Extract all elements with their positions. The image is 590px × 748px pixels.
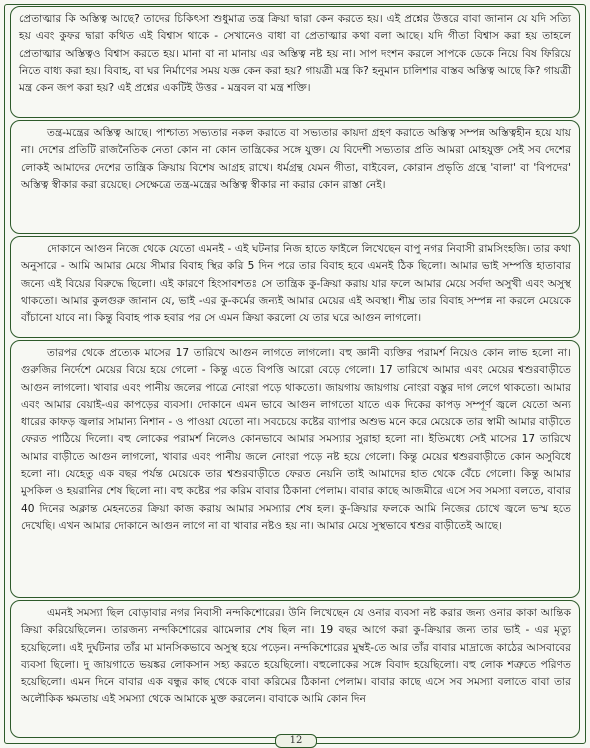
paragraph-shop-fire: দোকানে আগুন নিজে থেকে যেতো এমনই - এই ঘটনার নিজ হাতে ফাইলে লিখেছেন বাপু নগর নিবাসী রামসিংহজি। তার কথা অনুসারে - আমি আমার মেয়ে সীমার বিবাহ স্থির করি 5 দিন পরে তার বিবাহ হবে এমনই ঠিক ছিলো। আমার ভাই সম্পত্তি হাতাবার জন্যে এই বিয়ের বিরুদ্ধে ছিলো। এই কারণে হিংসাবশতঃ সে তান্ত্রিক কু-ক্রিয়া করায় যার ফলে আমার মেয়ে সর্বদা অসুখী এবং অসুস্থ থাকতো। আমার কুলগুরু জানান যে, ভাই -এর কু-কর্মের জন্যই আমার মেয়ের এই অবস্থা। শীঘ্র তার বিবাহ সম্পন্ন না করলে মেয়েকে বাঁচানো যাবে না। কিন্তু বিবাহ পাক হবার পর সে এমন ক্রিয়া করলো যে তার ঘরে আগুন লাগলো। bbox=[21, 243, 571, 325]
paragraph-nandakishore: এমনই সমস্যা ছিল বোড়াবার নগর নিবাসী নন্দকিশোরের। উনি লিখেছেন যে ওনার ব্যবসা নষ্ট করার জন্য ওনার কাকা আন্তিক ক্রিয়া করিয়েছিলেন। তারজন্য নন্দকিশোরের ঝামেলার শেষ ছিল না। 19 বছর আগে করা কু-ক্রিয়ার জন্য তার ভাই - এর মৃত্যু হয়েছিলো। এই দুর্ঘটনার তাঁর মা মানসিকভাবে অসুস্থ হয়ে পড়েন। নন্দকিশোরের মুম্বই-তে আর তাঁর বাবার মাদ্রাজে কাঠের আসবাবের ব্যবসা ছিলো। দু জায়গাতে ভয়ঙ্কর লোকসান সহ্য করতে হয়েছিলো। বহুলোকের সঙ্গে বিবাদ হয়েছিলো। বহু লোক শত্রুতে পরিণত হয়েছিলো। এমন দিনে বাবার এক বন্ধুর কাছ থেকে বাবা করিমের ঠিকানা পেলাম। বাবার কাছে এসে সব সমস্যা বলাতে বাবা তার অলৌকিক ক্ষমতায় এই সমস্যা থেকে আমাকে মুক্ত করলেন। বাবাকে আমি কোন দিন bbox=[21, 607, 571, 706]
page-number: 12 bbox=[275, 734, 317, 748]
paragraph-box-monthly-fire bbox=[10, 340, 580, 598]
paragraph-spirits: প্রেতাত্মার কি অস্তিত্ব আছে? তাদের চিকিৎসা শুধুমাত্র তন্ত্র ক্রিয়া দ্বারা কেন করতে হয়। এই প্রশ্নের উত্তরে বাবা জানান যে যদি সত্যি হয় এবং কুফর দ্বারা কথিত এই বিশ্বাস থাকে - সেখানেও বাধা বা প্রেতাত্মার কথা বলা আছে। যদি গীতা বিশ্বাস করা হয় তাহলে প্রেতাত্মার অস্তিত্বও বিশ্বাস করতে হয়। মানা বা না মানায় এর অস্তিত্ব নষ্ট হয় না। সাপ দংশন করলে সাপকে ডেকে নিয়ে বিষ ফিরিয়ে নিতে বাধ্য করা হয়। বিবাহ, বা ঘর নির্মাণের সময় যজ্ঞ কেন করা হয়? গায়ত্রী মন্ত্র কি? হনুমান চালিশার বাস্তব অস্তিত্ব আছে কি? গায়ত্রী মন্ত্র কেন জপ করা হয়? এই প্রশ্নের একটিই উত্তর - মন্ত্রবল বা মন্ত্র শক্তি। bbox=[19, 13, 571, 95]
paragraph-monthly-fire: তারপর থেকে প্রত্যেক মাসের 17 তারিখে আগুন লাগতে লাগলো। বহু জ্ঞানী ব্যক্তির পরামর্শ নিয়েও কোন লাভ হলো না। গুরুজির নির্দেশে মেয়ের বিয়ে হয়ে গেলো - কিন্তু এতে বিপত্তি আরো বেড়ে গেলো। 17 তারিখে আমার এবং মেয়ের শ্বশুরবাড়ীতে আগুন লাগলো। খাবার এবং পানীয় জলের পাত্রে নোংরা পড়ে থাকতো। জায়গায় জায়গায় নোংরা বস্তুর দাগ লেগে থাকতো। আমার এবং আমার বেয়াই-এর কাপড়ের ব্যবসা। দোকানে এমন ভাবে আগুন লাগতো যাতে এক দিকের কাপড় সম্পূর্ণ জ্বলে যেতো অন্য ধারের কাফড় জ্বলার সামান্য নিশান - ও পাওয়া যেতো না। সবচেয়ে কষ্টের ব্যাপার অশুভ মনে করে মেয়েকে তার স্বামী আমার বাড়ীতে ফেরত পাঠিয়ে দিলো। বহু লোকের পরামর্শ নিলেও কোনভাবে আমার সমস্যার সুরাহা হলো না। ইতিমধ্যে সেই মাসের 17 তারিখে আমার বাড়ীতে আগুন লাগলো, খাবার এবং পানীয় জলে নোংরা পড়ে নষ্ট হয়ে গেলো। কিন্তু মেয়ের শ্বশুরবাড়ীতে কোন অসুবিধে হলো না। যেহেতু এক বছর পর্যন্ত মেয়েকে তার শ্বশুরবাড়ীতে ফেরত নেয়নি তাই আমাদের হাত থেকে বেঁচে গেলো। কিন্তু আমার মুসকিল ও হয়রানির শেষ ছিলো না। বহু কষ্টের পর করিম বাবার ঠিকানা পেলাম। বাবার কাছে আজমীরে এসে সব সমস্যা বলতে, বাবার 40 দিনের অক্লান্ত মেহনতের ক্রিয়া কাজ করায় আমার সমস্যার শেষ হল। কু-ক্রিয়ার ফলকে আমি নিজের চোখে জ্বলে ভস্ম হতে দেখেছি। এখন আমার দোকানে আগুন লাগে না বা খাবার নষ্টও হয় না। আমার মেয়ে সুস্থভাবে শ্বশুর বাড়ীতেই আছে। bbox=[21, 347, 571, 532]
paragraph-box-shop-fire bbox=[10, 236, 580, 338]
paragraph-tantra: তন্ত্র-মন্ত্রের অস্তিত্ব আছে। পাশ্চাত্য সভ্যতার নকল করাতে বা সভ্যতার কায়দা গ্রহণ করাতে অস্তিত্ব সম্পন্ন অস্তিত্বহীন হয়ে যায় না। দেশের প্রতিটি রাজনৈতিক নেতা কোন না কোন তান্ত্রিকের সঙ্গে যুক্ত। যে বিদেশী সভ্যতার প্রতি আমরা মোহযুক্ত সেই সব দেশের লোকই আমাদের দেশের তান্ত্রিক ক্রিয়ায় বিশেষ আগ্রহ রাখে। ধর্মগ্রন্থ যেমন গীতা, বাইবেল, কোরান প্রভৃতি গ্রন্থে 'বালা' বা 'বিপদের' অস্তিত্ব স্বীকার করা রয়েছে। সেক্ষেত্রে তন্ত্র-মন্ত্রের অস্তিত্ব স্বীকার না করার কোন রাস্তা নেই। bbox=[21, 127, 571, 191]
paragraph-box-spirits bbox=[10, 6, 580, 118]
paragraph-box-tantra bbox=[10, 120, 580, 234]
paragraph-box-nandakishore bbox=[10, 600, 580, 738]
